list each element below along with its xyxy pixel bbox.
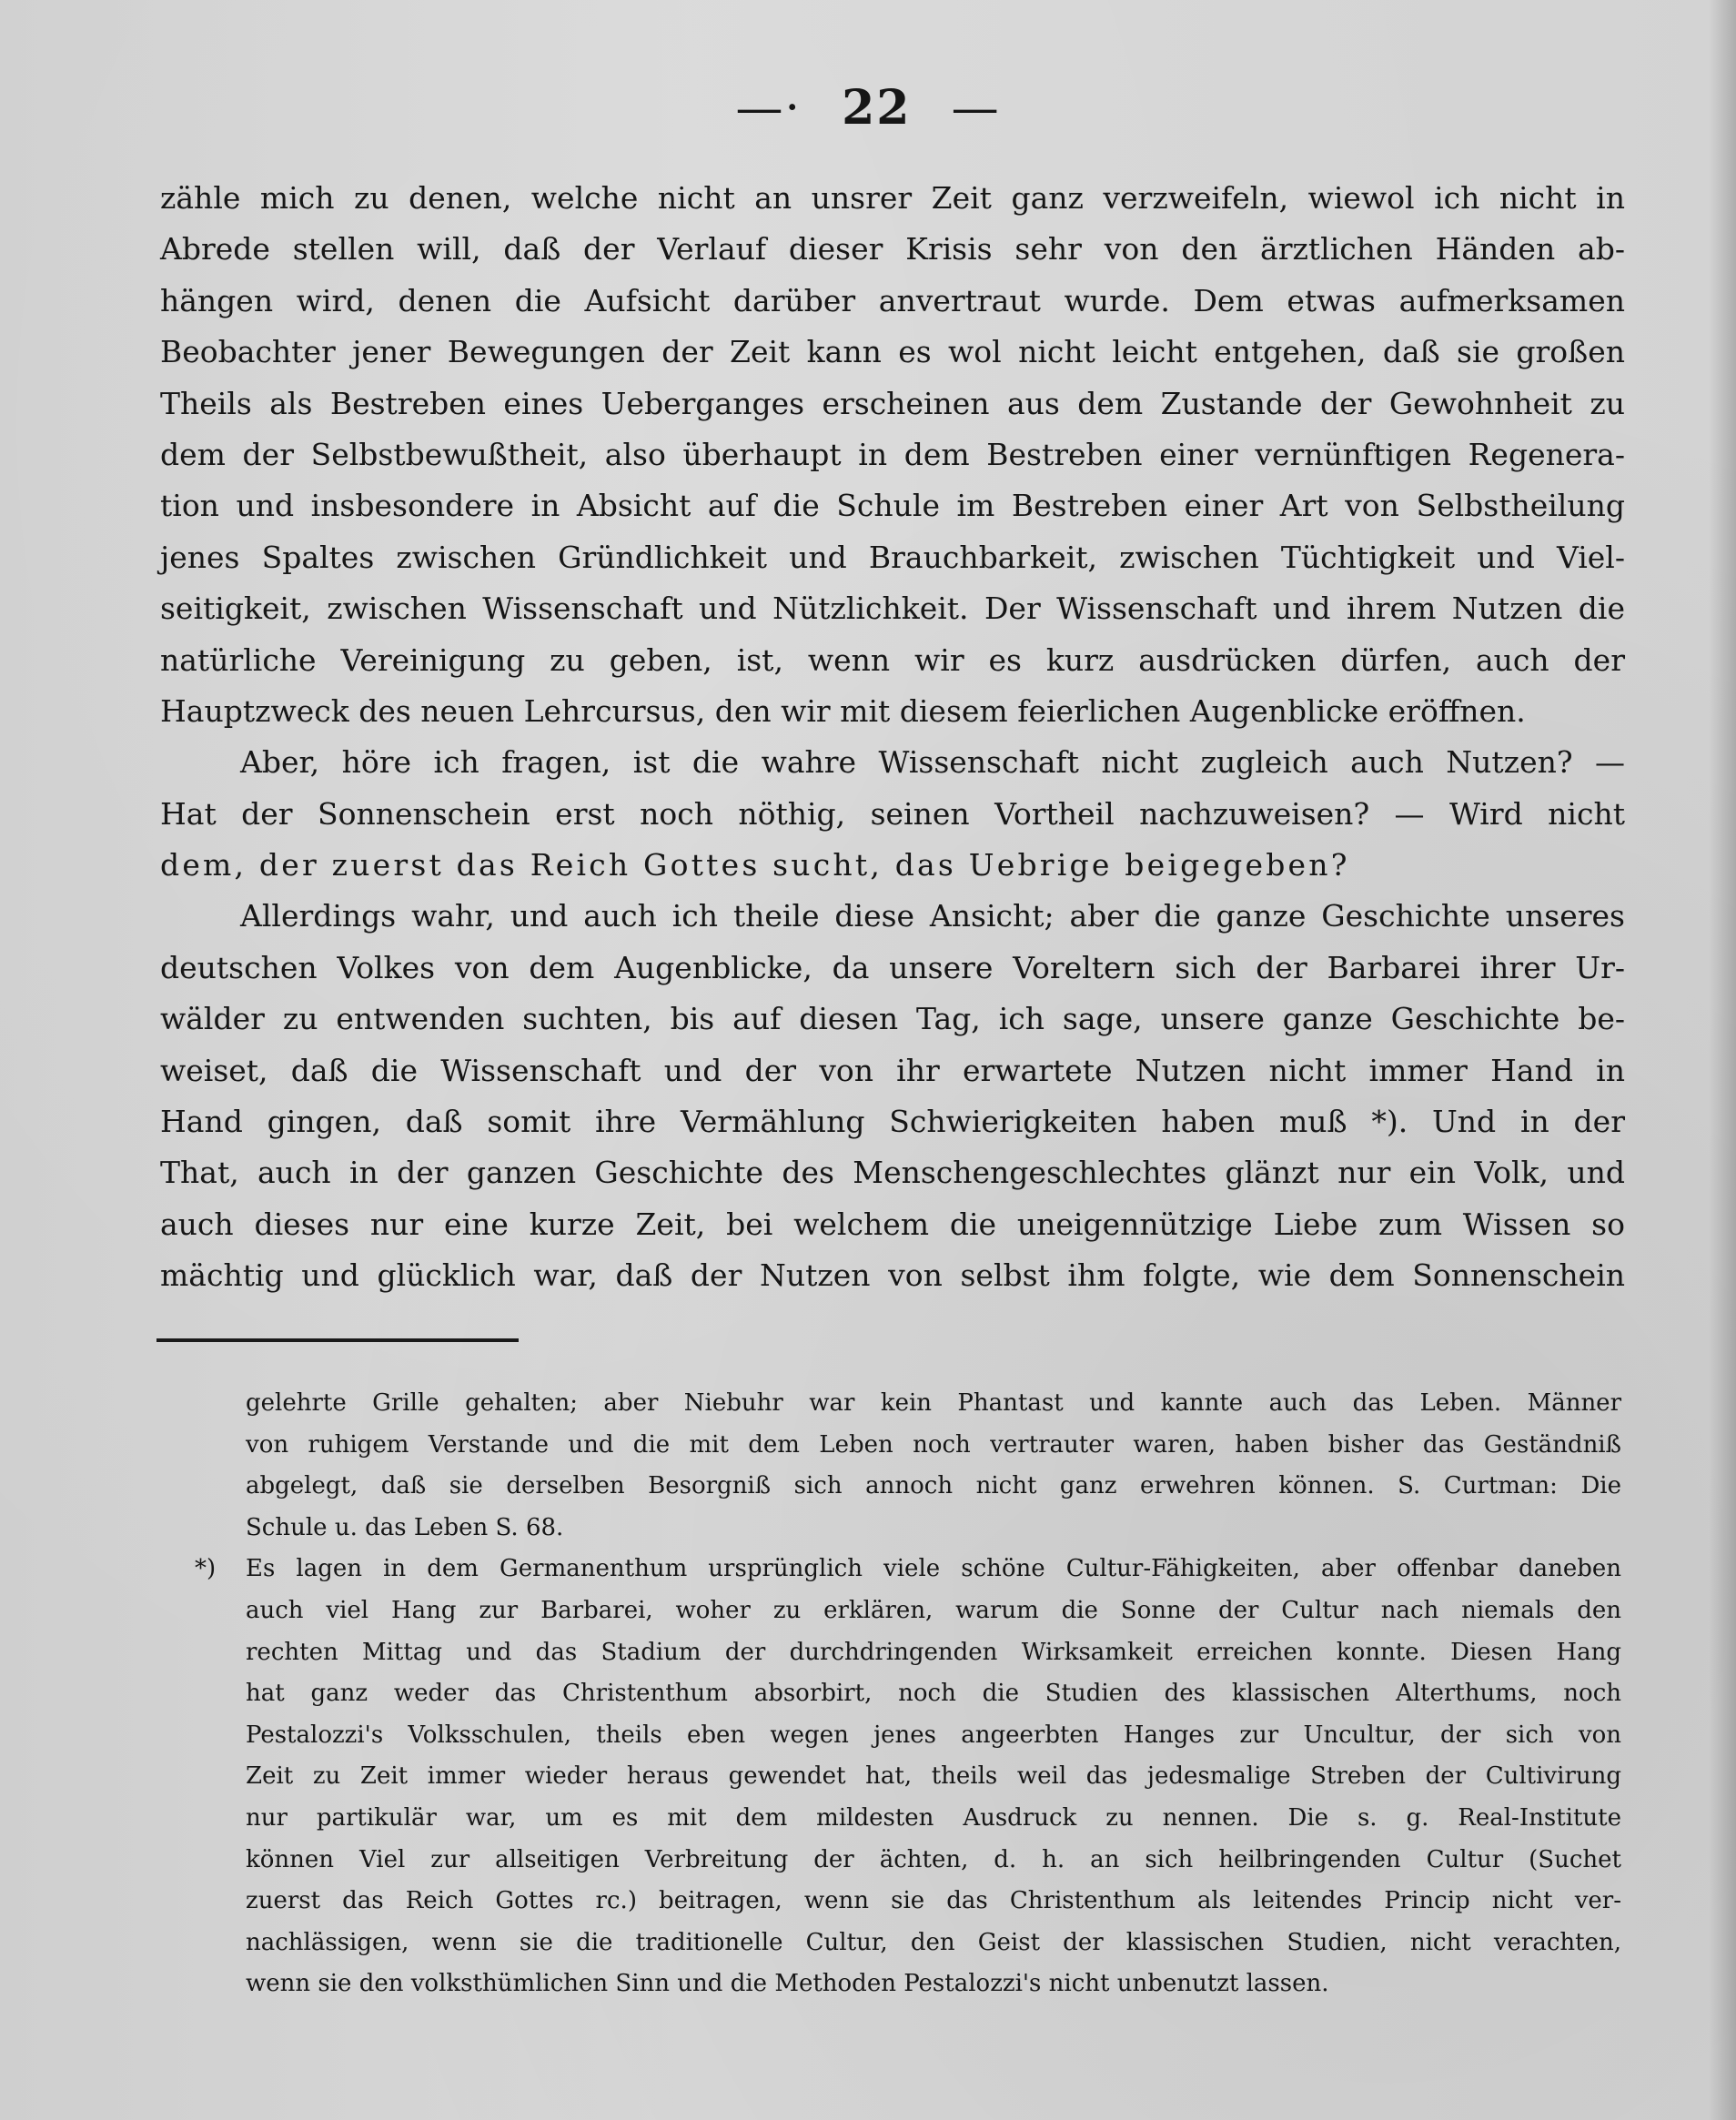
footnotes — [195, 1383, 1621, 2005]
text-line: Hand gingen, daß somit ihre Vermählung Schwierigkeiten haben muß *). Und in der — [160, 1104, 1625, 1140]
page-number: 22 — [842, 80, 912, 136]
text-line: auch dieses nur eine kurze Zeit, bei welchem die uneigennützige Liebe zum Wissen so — [160, 1206, 1625, 1242]
text-line: tion und insbesondere in Absicht auf die Schule im Bestreben einer Art von Selbstheilung — [160, 488, 1625, 524]
footnote-line: Pestalozzi's Volksschulen, theils eben wegen jenes angeerbten Hanges zur Uncultur, der sich von — [246, 1721, 1621, 1749]
footnote-line: hat ganz weder das Christenthum absorbirt, noch die Studien des klassischen Alterthums, noch — [246, 1680, 1621, 1708]
footnote-line: Es lagen in dem Germanenthum ursprünglich viele schöne Cultur-Fähigkeiten, aber offenbar daneben — [246, 1555, 1621, 1583]
text-line: That, auch in der ganzen Geschichte des Menschengeschlechtes glänzt nur ein Volk, und — [160, 1155, 1625, 1191]
footnote-line: gelehrte Grille gehalten; aber Niebuhr war kein Phantast und kannte auch das Leben. Männer — [246, 1389, 1621, 1417]
footnote-asterisk — [195, 1549, 1621, 2005]
text-line: mächtig und glücklich war, daß der Nutzen von selbst ihm folgte, wie dem Sonnenschein — [160, 1257, 1625, 1294]
text-line: Allerdings wahr, und auch ich theile diese Ansicht; aber die ganze Geschichte unseres — [240, 898, 1625, 934]
header-left-dash: —· — [735, 81, 802, 136]
text-line: Hauptzweck des neuen Lehrcursus, den wir mit diesem feierlichen Augenblicke eröffnen. — [160, 692, 1526, 729]
text-line: Beobachter jener Bewegungen der Zeit kann es wol nicht leicht entgehen, daß sie großen — [160, 334, 1625, 370]
footnote-line: Zeit zu Zeit immer wieder heraus gewendet hat, theils weil das jedesmalige Streben der Cultivirung — [246, 1762, 1621, 1791]
footnote-line: können Viel zur allseitigen Verbreitung der ächten, d. h. an sich heilbringenden Cultur (Suchet — [246, 1845, 1621, 1873]
text-line: Theils als Bestreben eines Ueberganges erscheinen aus dem Zustande der Gewohnheit zu — [160, 385, 1625, 421]
footnote-line: auch viel Hang zur Barbarei, woher zu erklären, warum die Sonne der Cultur nach niemals den — [246, 1596, 1621, 1624]
footnote-continued — [246, 1383, 1621, 1549]
text-line: zähle mich zu denen, welche nicht an unsrer Zeit ganz verzweifeln, wiewol ich nicht in — [160, 180, 1625, 216]
footnote-line: Schule u. das Leben S. 68. — [246, 1513, 564, 1541]
text-line: weiset, daß die Wissenschaft und der von ihr erwartete Nutzen nicht immer Hand in — [160, 1052, 1625, 1088]
text-line: seitigkeit, zwischen Wissenschaft und Nützlichkeit. Der Wissenschaft und ihrem Nutzen die — [160, 591, 1625, 627]
footnote-divider — [156, 1338, 519, 1342]
text-line: hängen wird, denen die Aufsicht darüber anvertraut wurde. Dem etwas aufmerksamen — [160, 282, 1625, 318]
text-line: Hat der Sonnenschein erst noch nöthig, seinen Vortheil nachzuweisen? — Wird nicht — [160, 795, 1625, 832]
footnote-line: nachlässigen, wenn sie die traditionelle Cultur, den Geist der klassischen Studien, nicht verachten, — [246, 1928, 1621, 1956]
footnote-line: wenn sie den volksthümlichen Sinn und die Methoden Pestalozzi's nicht unbenutzt lassen. — [246, 1970, 1329, 1998]
main-text-body — [160, 173, 1625, 1302]
header-right-dash: — — [951, 81, 1001, 136]
footnote-marker: *) — [195, 1555, 217, 1583]
page-header — [0, 80, 1736, 136]
text-line: Aber, höre ich fragen, ist die wahre Wissenschaft nicht zugleich auch Nutzen? — — [240, 744, 1625, 781]
footnote-line: von ruhigem Verstande und die mit dem Leben noch vertrauter waren, haben bisher das Geständniß — [246, 1430, 1621, 1459]
text-line: jenes Spaltes zwischen Gründlichkeit und Brauchbarkeit, zwischen Tüchtigkeit und Viel- — [160, 539, 1625, 575]
footnote-line: rechten Mittag und das Stadium der durchdringenden Wirksamkeit erreichen konnte. Diesen Hang — [246, 1638, 1621, 1666]
footnote-line: nur partikulär war, um es mit dem mildesten Ausdruck zu nennen. Die s. g. Real-Institute — [246, 1803, 1621, 1832]
text-line: dem, der zuerst das Reich Gottes sucht, das Uebrige beigegeben? — [160, 847, 1350, 883]
text-line: Abrede stellen will, daß der Verlauf dieser Krisis sehr von den ärztlichen Händen ab- — [160, 231, 1625, 268]
text-line: deutschen Volkes von dem Augenblicke, da unsere Voreltern sich der Barbarei ihrer Ur- — [160, 949, 1625, 985]
footnote-line: abgelegt, daß sie derselben Besorgniß sich annoch nicht ganz erwehren können. S. Curtman: Die — [246, 1472, 1621, 1500]
text-line: natürliche Vereinigung zu geben, ist, wenn wir es kurz ausdrücken dürfen, auch der — [160, 641, 1625, 678]
text-line: dem der Selbstbewußtheit, also überhaupt in dem Bestreben einer vernünftigen Regenera- — [160, 436, 1625, 472]
footnote-line: zuerst das Reich Gottes rc.) beitragen, wenn sie das Christenthum als leitendes Princip nicht ver- — [246, 1887, 1621, 1915]
text-line: wälder zu entwenden suchten, bis auf diesen Tag, ich sage, unsere ganze Geschichte be- — [160, 1001, 1625, 1037]
